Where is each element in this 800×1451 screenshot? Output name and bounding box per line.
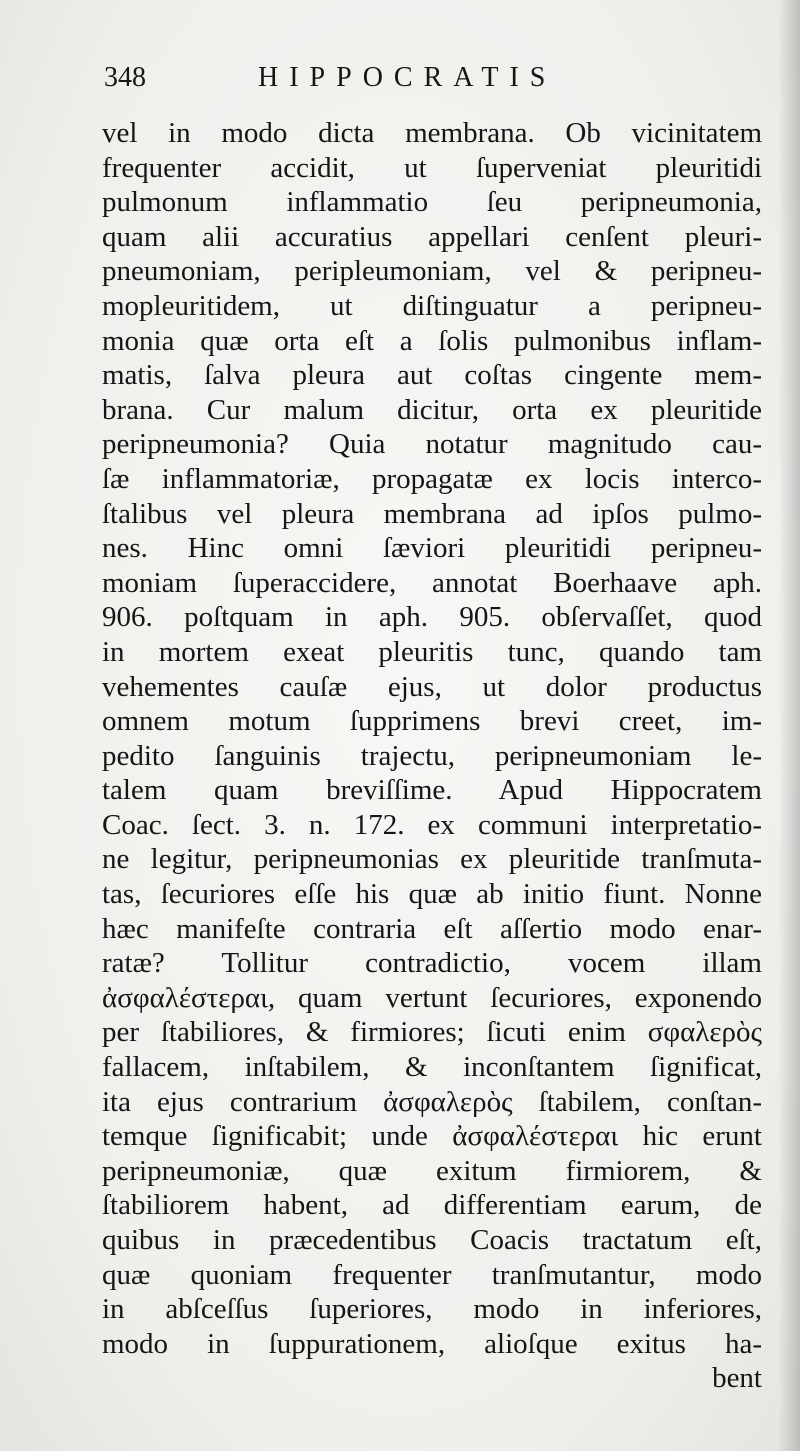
text-line: peripneumoniæ, quæ exitum firmiorem, &: [102, 1154, 762, 1187]
text-line: peripneumonia? Quia notatur magnitudo cau-: [102, 428, 762, 461]
text-line: ne legitur, peripneumonias ex pleuritide tranſmuta-: [102, 843, 762, 876]
text-line: ratæ? Tollitur contradictio, vocem illam: [102, 947, 762, 980]
running-head: HIPPOCRATIS: [258, 62, 557, 93]
text-line: ἀσφαλέστεραι, quam vertunt ſecuriores, exponendo: [102, 981, 762, 1014]
text-line: modo in ſuppurationem, alioſque exitus ha-: [102, 1327, 762, 1360]
text-line: fallacem, inſtabilem, & inconſtantem ſignificat,: [102, 1051, 762, 1084]
text-line: pneumoniam, peripleumoniam, vel & peripneu-: [102, 255, 762, 288]
text-line: per ſtabiliores, & firmiores; ſicuti enim σφαλερὸς: [102, 1016, 762, 1049]
body-text: [102, 116, 762, 1396]
text-line: mopleuritidem, ut diſtinguatur a peripneu-: [102, 289, 762, 322]
text-line: omnem motum ſupprimens brevi creet, im-: [102, 705, 762, 738]
text-line: nes. Hinc omni ſæviori pleuritidi peripneu-: [102, 532, 762, 565]
page-header: [100, 62, 660, 102]
catchword: bent: [712, 1362, 762, 1395]
text-line: hæc manifeſte contraria eſt aſſertio modo enar-: [102, 912, 762, 945]
text-line: monia quæ orta eſt a ſolis pulmonibus inflam-: [102, 324, 762, 357]
text-line: vel in modo dicta membrana. Ob vicinitatem: [102, 117, 762, 149]
page-number: 348: [104, 62, 146, 93]
text-line: ſæ inflammatoriæ, propagatæ ex locis interco-: [102, 462, 762, 495]
text-line: pulmonum inflammatio ſeu peripneumonia,: [102, 186, 762, 219]
text-line: in mortem exeat pleuritis tunc, quando tam: [102, 635, 762, 668]
text-line: frequenter accidit, ut ſuperveniat pleuritidi: [102, 151, 762, 184]
text-line: brana. Cur malum dicitur, orta ex pleuritide: [102, 393, 762, 426]
text-line: Coac. ſect. 3. n. 172. ex communi interpretatio-: [102, 808, 762, 841]
text-line: matis, ſalva pleura aut coſtas cingente mem-: [102, 359, 762, 392]
text-line: tas, ſecuriores eſſe his quæ ab initio fiunt. Nonne: [102, 878, 762, 911]
spine-shadow: [778, 0, 800, 1451]
text-line: temque ſignificabit; unde ἀσφαλέστεραι hic erunt: [102, 1120, 762, 1153]
text-line: talem quam breviſſime. Apud Hippocratem: [102, 774, 762, 807]
text-line: 906. poſtquam in aph. 905. obſervaſſet, quod: [102, 601, 762, 634]
text-line: quam alii accuratius appellari cenſent pleuri-: [102, 220, 762, 253]
text-line: quæ quoniam frequenter tranſmutantur, modo: [102, 1258, 762, 1291]
text-line: in abſceſſus ſuperiores, modo in inferiores,: [102, 1293, 762, 1326]
text-line: ita ejus contrarium ἀσφαλερὸς ſtabilem, conſtan-: [102, 1085, 762, 1118]
text-line: moniam ſuperaccidere, annotat Boerhaave aph.: [102, 566, 762, 599]
text-line: pedito ſanguinis trajectu, peripneumoniam le-: [102, 739, 762, 772]
text-line: vehementes cauſæ ejus, ut dolor productus: [102, 670, 762, 703]
text-line: quibus in præcedentibus Coacis tractatum eſt,: [102, 1224, 762, 1256]
text-line: ſtalibus vel pleura membrana ad ipſos pulmo-: [102, 497, 762, 530]
text-line: ſtabiliorem habent, ad differentiam earum, de: [102, 1189, 762, 1222]
